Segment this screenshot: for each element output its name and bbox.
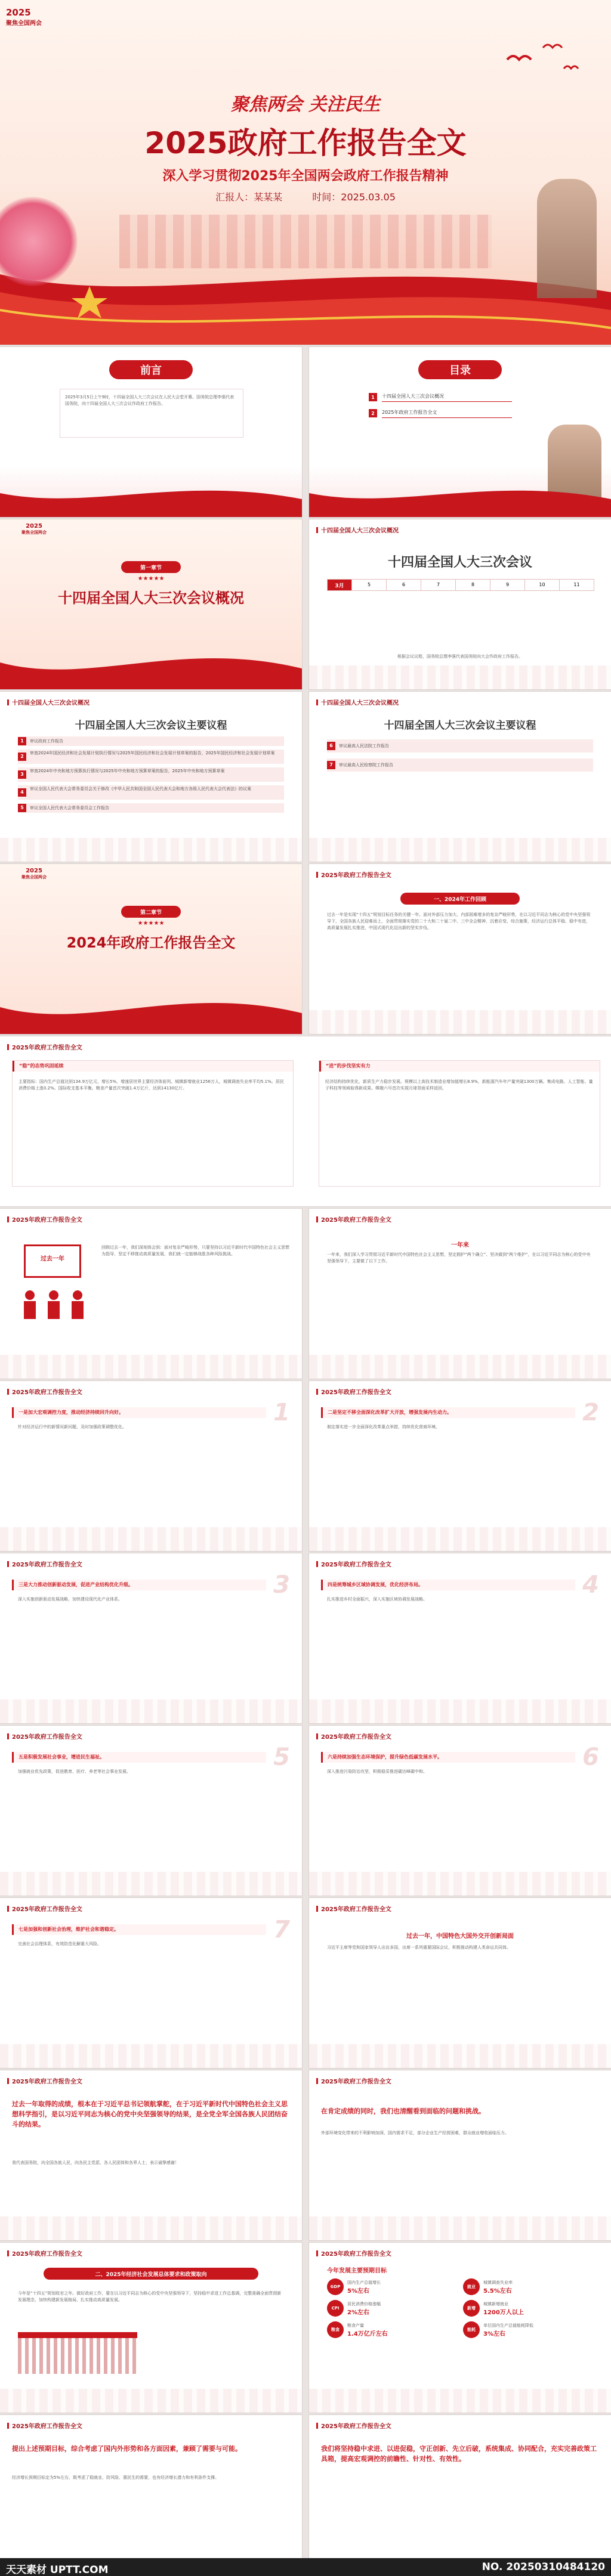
work-body: 制定落实进一步全面深化改革重点举措，持续优化营商环境。 xyxy=(327,1425,440,1429)
chapter-badge xyxy=(21,868,47,880)
chapter2-slide xyxy=(0,864,302,1034)
work-title: 六是持续加强生态环境保护，提升绿色低碳发展水平。 xyxy=(321,1752,575,1763)
final-slide-left xyxy=(0,2415,302,2561)
work-body: 针对经济运行中的新情况新问题，及时加强政策调整优化。 xyxy=(18,1425,126,1429)
footer-bar xyxy=(0,2558,611,2576)
agenda-title: 十四届全国人大三次会议主要议程 xyxy=(75,720,227,732)
ribbon-footer xyxy=(0,639,302,689)
agenda-item xyxy=(18,736,284,746)
agenda-num: 1 xyxy=(18,737,26,745)
cover-subtitle: 深入学习贯彻2025年全国两会政府工作报告精神 xyxy=(162,169,449,184)
slide-header: 2025年政府工作报告全文 xyxy=(316,2249,391,2258)
work-title: 五是积极发展社会事业，增进民生福祉。 xyxy=(12,1752,266,1763)
agenda-num: 3 xyxy=(18,770,26,779)
section-number: 7 xyxy=(273,1916,290,1943)
work3-slide xyxy=(0,1553,302,1723)
city-watermark xyxy=(0,1699,302,1723)
board-text: 过去一年 xyxy=(41,1256,64,1262)
targets-slide-left xyxy=(0,2243,302,2413)
target-item xyxy=(327,2278,457,2295)
slide-header: 2025年政府工作报告全文 xyxy=(316,1387,391,1396)
audience-icon xyxy=(18,1286,90,1322)
overview-note: 根据会议议程，国务院总理李强代表国务院向大会作政府工作报告。 xyxy=(397,654,523,659)
city-watermark xyxy=(0,2044,302,2068)
progress-card xyxy=(319,1060,600,1187)
slide-header: 2025年政府工作报告全文 xyxy=(7,1387,82,1396)
section-number: 5 xyxy=(273,1744,290,1771)
target-icon: 就业 xyxy=(463,2278,480,2295)
stars-row: ★★★★★ xyxy=(137,920,165,927)
diplomacy-body: 习近平主席等党和国家领导人出访多国，出席一系列重要国际会议，积极推动构建人类命运共同体。 xyxy=(327,1945,511,1950)
agenda-text: 审查2024年中央和地方预算执行情况与2025年中央和地方预算草案的报告，2025年中央和地方预算草案 xyxy=(30,769,225,773)
timeline-month: 3月 xyxy=(328,580,351,590)
agenda-item xyxy=(18,803,284,813)
stable-slide xyxy=(0,1036,611,1206)
agenda-text: 审议全国人民代表大会常务委员会关于修改《中华人民共和国全国人民代表大会和地方各级人民代表大会代表法》的议案 xyxy=(30,787,251,791)
review-slide xyxy=(309,864,611,1034)
slide-header: 2025年政府工作报告全文 xyxy=(316,2076,391,2085)
agenda-num: 7 xyxy=(327,761,335,769)
target-label: 单位国内生产总值能耗降低 xyxy=(483,2323,533,2328)
toc-title: 目录 xyxy=(418,360,502,379)
section-number: 4 xyxy=(582,1571,599,1599)
targets-banner: 二、2025年经济社会发展总体要求和政策取向 xyxy=(44,2268,258,2280)
conclusion-body: 我代表国务院，向全国各族人民，向各民主党派、各人民团体和各界人士，表示诚挚感谢！ xyxy=(12,2160,179,2165)
slide-header: 十四届全国人大三次会议概况 xyxy=(316,525,399,534)
work5-slide xyxy=(0,1726,302,1896)
agenda-slide-left xyxy=(0,692,302,862)
statue-figures xyxy=(537,179,597,298)
chapter1-slide xyxy=(0,519,302,689)
chapter-badge-text: 聚焦全国两会 xyxy=(21,875,47,880)
work-title: 三是大力推动创新驱动发展，促进产业结构优化升级。 xyxy=(12,1580,266,1590)
target-item xyxy=(463,2300,593,2317)
timeline-day: 9 xyxy=(490,580,524,590)
agenda-item xyxy=(327,739,593,753)
city-watermark xyxy=(0,1872,302,1896)
conclusion-slide-right xyxy=(309,2070,611,2240)
section-number: 2 xyxy=(582,1399,599,1426)
slide-header: 2025年政府工作报告全文 xyxy=(7,2421,82,2430)
section-number: 3 xyxy=(273,1571,290,1599)
diplomacy-slide xyxy=(309,1898,611,2068)
city-watermark xyxy=(309,1010,611,1034)
target-label: 国内生产总值增长 xyxy=(347,2280,381,2285)
targets-body: 今年是“十四五”规划收官之年。做好政府工作，要在以习近平同志为核心的党中央坚强领导下，坚持稳中求进工作总基调，完整准确全面贯彻新发展理念，加快构建新发展格局，扎实推动高质量发展。 xyxy=(18,2291,282,2302)
target-label: 粮食产量 xyxy=(347,2323,364,2328)
target-item xyxy=(327,2321,457,2338)
toc-item-num: 2 xyxy=(369,409,377,417)
agenda-list xyxy=(327,739,593,772)
work-body: 扎实推进乡村全面振兴，深入实施区域协调发展战略。 xyxy=(327,1597,427,1602)
agenda-item xyxy=(327,758,593,772)
final-quote: 我们将坚持稳中求进、以进促稳，守正创新、先立后破，系统集成、协同配合，充实完善政策工具箱，提高宏观调控的前瞻性、针对性、有效性。 xyxy=(321,2445,597,2463)
ribbon-footer xyxy=(0,983,302,1034)
slide-header: 2025年政府工作报告全文 xyxy=(7,1042,82,1051)
agenda-text: 审议最高人民法院工作报告 xyxy=(339,744,389,748)
conclusion-slide-left xyxy=(0,2070,302,2240)
agenda-list xyxy=(18,736,284,816)
slide-header: 2025年政府工作报告全文 xyxy=(7,2249,82,2258)
chapter-badge xyxy=(21,523,47,535)
city-watermark xyxy=(0,838,302,862)
preface-slide xyxy=(0,347,302,517)
target-value: 1200万人以上 xyxy=(483,2309,524,2316)
cover-time: 时间：2025.03.05 xyxy=(312,191,396,203)
chapter-badge-text: 聚焦全国两会 xyxy=(21,530,47,535)
work2-slide xyxy=(309,1381,611,1551)
target-value: 5%左右 xyxy=(347,2287,369,2295)
cover-slogan: 聚焦两会 关注民生 xyxy=(230,94,381,115)
slide-header: 2025年政府工作报告全文 xyxy=(316,870,391,879)
targets-grid xyxy=(327,2278,593,2338)
stable-card xyxy=(12,1060,294,1187)
work-title: 四是统筹城乡区域协调发展，优化经济布局。 xyxy=(321,1580,575,1590)
work1-slide xyxy=(0,1381,302,1551)
chapter-badge-year: 2025 xyxy=(26,523,42,530)
overview-title: 十四届全国人大三次会议 xyxy=(387,555,532,570)
timeline-day: 11 xyxy=(559,580,594,590)
target-label: 城镇新增就业 xyxy=(483,2301,508,2306)
review-body: 过去一年是实现“十四五”规划目标任务的关键一年。面对外部压力加大、内部困难增多的复杂严峻形势，在以习近平同志为核心的党中央坚强领导下，全国各族人民迎难而上，全面贯彻落实党的二十大和二十届二中、三中全会精神，沉着应变、综合施策，经济运行总体平稳、稳中有进，高质量发展扎实推进，中国式现代化迈出新的坚实步伐。 xyxy=(327,912,591,930)
summary-slide-right xyxy=(309,1209,611,1379)
agenda-item xyxy=(18,785,284,800)
section-number: 6 xyxy=(582,1744,599,1771)
agenda-item xyxy=(18,767,284,782)
target-value: 3%左右 xyxy=(483,2330,505,2337)
final-quote: 提出上述预期目标，综合考虑了国内外形势和各方面因素，兼顾了需要与可能。 xyxy=(12,2445,242,2453)
ribbon-footer xyxy=(0,475,302,517)
stable-title: “稳”的态势巩固延续 xyxy=(13,1061,293,1072)
target-item xyxy=(327,2300,457,2317)
preface-card xyxy=(60,389,243,438)
toc-item-num: 1 xyxy=(369,393,377,401)
agenda-text: 审议政府工作报告 xyxy=(30,739,63,744)
agenda-num: 5 xyxy=(18,804,26,812)
work-body: 完善社会治理体系，有效防范化解重大风险。 xyxy=(18,1942,101,1946)
agenda-num: 6 xyxy=(327,742,335,750)
chapter1-tag: 第一章节 xyxy=(121,561,181,573)
target-value: 1.4万亿斤左右 xyxy=(347,2330,388,2337)
target-label: 城镇调查失业率 xyxy=(483,2280,513,2285)
timeline-day: 8 xyxy=(455,580,490,590)
chapter2-tag: 第二章节 xyxy=(121,906,181,918)
final-slide-right xyxy=(309,2415,611,2561)
stable-body: 主要指标：国内生产总值达到134.9万亿元，增长5%，增速居世界主要经济体前列。城镇新增就业1256万人，城镇调查失业率平均5.1%。居民消费价格上涨0.2%。国际收支基本平衡。粮食产量首次突破1.4万亿斤，达到14130亿斤。 xyxy=(18,1079,284,1091)
city-watermark xyxy=(309,1527,611,1551)
summary-right-body: 一年来，我们深入学习贯彻习近平新时代中国特色社会主义思想，坚定拥护“两个确立”、坚决做到“两个维护”，在以习近平同志为核心的党中央坚强领导下，主要做了以下工作。 xyxy=(327,1252,591,1264)
agenda-text: 审议全国人民代表大会常务委员会工作报告 xyxy=(30,806,109,810)
slide-header: 2025年政府工作报告全文 xyxy=(316,1732,391,1741)
targets-title: 今年发展主要预期目标 xyxy=(327,2268,387,2274)
work-title: 二是坚定不移全面深化改革扩大开放，增强发展内生动力。 xyxy=(321,1407,575,1418)
slide-header: 2025年政府工作报告全文 xyxy=(7,1732,82,1741)
slide-header: 2025年政府工作报告全文 xyxy=(316,1559,391,1568)
agenda-slide-right xyxy=(309,692,611,862)
chapter2-title: 2024年政府工作报告全文 xyxy=(66,934,236,951)
slide-header: 2025年政府工作报告全文 xyxy=(316,2421,391,2430)
agenda-num: 4 xyxy=(18,788,26,797)
toc-item-label: 2025年政府工作报告全文 xyxy=(382,409,512,418)
final-body: 经济增长预期目标定为5%左右，既考虑了稳就业、防风险、惠民生的需要，也有经济增长潜力和有利条件支撑。 xyxy=(12,2475,220,2480)
birds-icon xyxy=(501,36,585,78)
city-watermark xyxy=(309,1699,611,1723)
target-value: 2%左右 xyxy=(347,2309,369,2316)
slide-header: 2025年政府工作报告全文 xyxy=(7,1904,82,1913)
work-body: 深入推进污染防治攻坚，积极稳妥推进碳达峰碳中和。 xyxy=(327,1769,427,1774)
toc-item-2[interactable] xyxy=(369,408,512,419)
agenda-item xyxy=(18,750,284,764)
progress-body: 经济结构持续优化，新质生产力稳步发展。规模以上高技术制造业增加值增长8.9%，新能源汽车年产量突破1300万辆。集成电路、人工智能、量子科技等领域取得新成果。嫦娥六号首次实现月球背面采样返回。 xyxy=(325,1079,593,1091)
city-watermark xyxy=(309,665,611,689)
timeline-day: 6 xyxy=(386,580,421,590)
city-watermark xyxy=(0,2216,302,2240)
preface-body: 2025年3月5日上午9时，十四届全国人大三次会议在人民大会堂开幕。国务院总理李强代表国务院，向十四届全国人大三次会议作政府工作报告。 xyxy=(65,395,234,406)
city-watermark xyxy=(309,2216,611,2240)
conclusion-quote: 过去一年取得的成绩，根本在于习近平总书记领航掌舵，在于习近平新时代中国特色社会主义思想科学指引，是以习近平同志为核心的党中央坚强领导的结果，是全党全军全国各族人民团结奋斗的结果。 xyxy=(12,2100,288,2128)
slide-header: 2025年政府工作报告全文 xyxy=(7,2076,82,2085)
chapter1-title: 十四届全国人大三次会议概况 xyxy=(58,590,244,606)
city-watermark xyxy=(0,2389,302,2413)
target-icon: 新增 xyxy=(463,2300,480,2317)
cover-title: 2025政府工作报告全文 xyxy=(144,126,467,160)
conclusion-body: 外部环境变化带来的不利影响加深，国内需求不足，部分企业生产经营困难，群众就业增收面临压力。 xyxy=(321,2131,509,2135)
ribbon-footer xyxy=(309,475,611,517)
city-watermark xyxy=(0,1527,302,1551)
slide-header: 2025年政府工作报告全文 xyxy=(7,1215,82,1224)
city-watermark xyxy=(309,1872,611,1896)
agenda-text: 审议最高人民检察院工作报告 xyxy=(339,763,393,767)
conclusion-quote: 在肯定成绩的同时，我们也清醒看到面临的问题和挑战。 xyxy=(321,2107,485,2115)
toc-item-1[interactable] xyxy=(369,392,512,402)
targets-slide-right xyxy=(309,2243,611,2413)
cover-slide xyxy=(0,0,611,345)
target-icon: GDP xyxy=(327,2278,344,2295)
cover-badge xyxy=(6,7,42,27)
slide-header: 十四届全国人大三次会议概况 xyxy=(7,698,90,707)
target-value: 5.5%左右 xyxy=(483,2287,512,2295)
slide-header: 2025年政府工作报告全文 xyxy=(7,1559,82,1568)
work-title: 七是加强和创新社会治理，维护社会和谐稳定。 xyxy=(12,1924,266,1935)
target-icon: CPI xyxy=(327,2300,344,2317)
target-item xyxy=(463,2278,593,2295)
diplomacy-title: 过去一年，中国特色大国外交开创新局面 xyxy=(406,1933,514,1940)
city-watermark xyxy=(309,2044,611,2068)
section-number: 1 xyxy=(273,1399,290,1426)
target-item xyxy=(463,2321,593,2338)
work6-slide xyxy=(309,1726,611,1896)
toc-item-label: 十四届全国人大三次会议概况 xyxy=(382,393,512,402)
agenda-title: 十四届全国人大三次会议主要议程 xyxy=(384,720,536,732)
city-watermark xyxy=(0,1355,302,1379)
work7-slide xyxy=(0,1898,302,2068)
work4-slide xyxy=(309,1553,611,1723)
cover-meta xyxy=(0,190,611,203)
cover-badge-text: 聚焦全国两会 xyxy=(6,20,42,27)
preface-title: 前言 xyxy=(109,360,193,379)
city-watermark xyxy=(309,1355,611,1379)
city-watermark xyxy=(309,2389,611,2413)
overview-slide xyxy=(309,519,611,689)
slide-header: 2025年政府工作报告全文 xyxy=(316,1904,391,1913)
progress-title: “进”的步伐坚实有力 xyxy=(319,1061,600,1072)
target-label: 居民消费价格涨幅 xyxy=(347,2301,381,2306)
slide-header: 十四届全国人大三次会议概况 xyxy=(316,698,399,707)
city-watermark xyxy=(309,838,611,862)
agenda-text: 审查2024年国民经济和社会发展计划执行情况与2025年国民经济和社会发展计划草案的报告，2025年国民经济和社会发展计划草案 xyxy=(30,751,275,756)
summary-slide-left xyxy=(0,1209,302,1379)
target-icon: 能耗 xyxy=(463,2321,480,2338)
stars-row: ★★★★★ xyxy=(137,575,165,582)
agenda-num: 2 xyxy=(18,753,26,761)
timeline xyxy=(327,579,594,591)
timeline-day: 7 xyxy=(421,580,455,590)
work-body: 深入实施创新驱动发展战略，加快建设现代化产业体系。 xyxy=(18,1597,122,1602)
great-hall-illustration xyxy=(18,2332,137,2374)
toc-slide xyxy=(309,347,611,517)
timeline-day: 5 xyxy=(351,580,386,590)
cover-badge-year: 2025 xyxy=(6,7,31,18)
review-banner: 一、2024年工作回顾 xyxy=(400,893,520,905)
chapter-badge-year: 2025 xyxy=(26,868,42,874)
slide-header: 2025年政府工作报告全文 xyxy=(316,1215,391,1224)
cover-reporter: 汇报人：某某某 xyxy=(215,191,283,203)
target-icon: 粮食 xyxy=(327,2321,344,2338)
footer-left: 天天素材 UPTT.COM xyxy=(6,2564,109,2576)
red-ribbon xyxy=(0,239,611,345)
presentation-board xyxy=(24,1244,81,1278)
work-title: 一是加大宏观调控力度，推动经济持续回升向好。 xyxy=(12,1407,266,1418)
timeline-day: 10 xyxy=(524,580,559,590)
summary-title: 一年来 xyxy=(451,1242,469,1249)
summary-body: 回顾过去一年，我们深刻体会到：面对复杂严峻形势，只要坚持以习近平新时代中国特色社会主义思想为指导，坚定不移推动高质量发展，我们就一定能够战胜各种风险挑战。 xyxy=(101,1245,289,1256)
footer-right: NO. 20250310484120 xyxy=(482,2561,605,2573)
work-body: 加强就业优先政策，促进教育、医疗、养老等社会事业发展。 xyxy=(18,1769,131,1774)
